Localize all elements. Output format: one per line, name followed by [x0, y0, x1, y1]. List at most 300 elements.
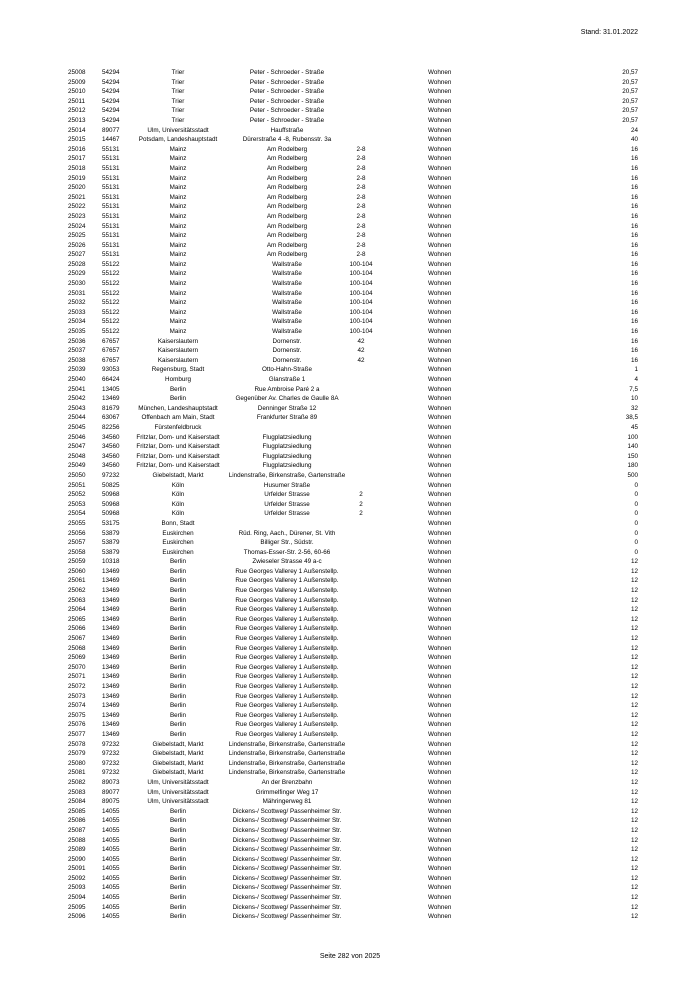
row-id-cell: 25043: [68, 404, 86, 412]
street-cell: Dickens-/ Scottweg/ Passenheimer Str.: [232, 913, 342, 921]
usage-type-cell: Wohnen: [428, 308, 452, 316]
usage-type-cell: Wohnen: [428, 337, 452, 345]
value-cell: 16: [630, 232, 638, 240]
table-row: [68, 576, 638, 586]
value-cell: 16: [630, 328, 638, 336]
value-cell: 16: [630, 155, 638, 163]
row-id-cell: 25073: [68, 692, 86, 700]
postal-code-cell: 13469: [102, 702, 120, 710]
house-number-cell: 2-8: [356, 203, 366, 211]
usage-type-cell: Wohnen: [428, 69, 452, 76]
city-cell: Ulm, Universitätsstadt: [147, 788, 209, 796]
row-id-cell: 25026: [68, 241, 86, 249]
table-row: [68, 663, 638, 673]
city-cell: Euskirchen: [162, 548, 194, 556]
usage-type-cell: Wohnen: [428, 865, 452, 873]
value-cell: 12: [630, 836, 638, 844]
usage-type-cell: Wohnen: [428, 778, 452, 786]
house-number-cell: 100-104: [349, 328, 373, 336]
usage-type-cell: Wohnen: [428, 270, 452, 278]
value-cell: 16: [630, 212, 638, 220]
row-id-cell: 25014: [68, 126, 86, 134]
row-id-cell: 25077: [68, 730, 86, 738]
value-cell: 7,5: [629, 385, 638, 393]
postal-code-cell: 53879: [102, 539, 120, 547]
street-cell: Dürerstraße 4 -8, Rubensstr. 3a: [242, 136, 332, 144]
city-cell: Mainz: [169, 174, 187, 182]
row-id-cell: 25078: [68, 740, 86, 748]
street-cell: Wallstraße: [272, 260, 302, 268]
city-cell: Mainz: [169, 241, 187, 249]
row-id-cell: 25044: [68, 414, 86, 422]
street-cell: Dickens-/ Scottweg/ Passenheimer Str.: [232, 855, 342, 863]
row-id-cell: 25055: [68, 519, 86, 527]
usage-type-cell: Wohnen: [428, 232, 452, 240]
postal-code-cell: 97232: [102, 750, 120, 758]
city-cell: Berlin: [169, 721, 187, 729]
value-cell: 12: [630, 826, 638, 834]
city-cell: Berlin: [169, 654, 187, 662]
table-row: [68, 269, 638, 279]
row-id-cell: 25096: [68, 913, 86, 921]
city-cell: Mainz: [169, 193, 187, 201]
street-cell: Am Rodelberg: [266, 174, 308, 182]
postal-code-cell: 14467: [102, 136, 120, 144]
value-cell: 0: [634, 548, 638, 556]
street-cell: Urfelder Strasse: [264, 500, 310, 508]
postal-code-cell: 13469: [102, 721, 120, 729]
postal-code-cell: 50968: [102, 510, 120, 518]
usage-type-cell: Wohnen: [428, 519, 452, 527]
page-number: Seite 282 von 2025: [319, 953, 381, 960]
street-cell: Am Rodelberg: [266, 212, 308, 220]
row-id-cell: 25008: [68, 69, 86, 76]
city-cell: Offenbach am Main, Stadt: [141, 414, 215, 422]
usage-type-cell: Wohnen: [428, 500, 452, 508]
usage-type-cell: Wohnen: [428, 654, 452, 662]
street-cell: Dornenstr.: [272, 356, 302, 364]
table-row: [68, 836, 638, 846]
house-number-cell: 2-8: [356, 251, 366, 259]
row-id-cell: 25011: [68, 97, 86, 105]
value-cell: 12: [630, 807, 638, 815]
postal-code-cell: 13469: [102, 606, 120, 614]
value-cell: 500: [627, 471, 638, 479]
postal-code-cell: 13469: [102, 711, 120, 719]
city-cell: Berlin: [169, 606, 187, 614]
city-cell: Trier: [171, 78, 185, 86]
row-id-cell: 25040: [68, 376, 86, 383]
street-cell: Am Rodelberg: [266, 251, 308, 259]
city-cell: Berlin: [169, 567, 187, 575]
city-cell: Berlin: [169, 894, 187, 902]
stand-date: Stand: 31.01.2022: [580, 29, 638, 36]
city-cell: Trier: [171, 116, 185, 124]
house-number-cell: 2-8: [356, 222, 366, 230]
street-cell: Dickens-/ Scottweg/ Passenheimer Str.: [232, 826, 342, 834]
city-cell: Berlin: [169, 683, 187, 690]
row-id-cell: 25017: [68, 155, 86, 163]
usage-type-cell: Wohnen: [428, 452, 452, 460]
usage-type-cell: Wohnen: [428, 596, 452, 604]
street-cell: Rüd. Ring, Aach., Dürener, St. Vith: [238, 529, 336, 537]
usage-type-cell: Wohnen: [428, 884, 452, 892]
postal-code-cell: 13469: [102, 635, 120, 643]
value-cell: 0: [634, 481, 638, 489]
postal-code-cell: 55122: [102, 299, 120, 307]
usage-type-cell: Wohnen: [428, 395, 452, 403]
street-cell: Am Rodelberg: [266, 164, 308, 172]
value-cell: 12: [630, 692, 638, 700]
usage-type-cell: Wohnen: [428, 212, 452, 220]
row-id-cell: 25048: [68, 452, 86, 460]
postal-code-cell: 97232: [102, 471, 120, 479]
city-cell: Köln: [171, 481, 185, 489]
postal-code-cell: 34560: [102, 433, 120, 441]
row-id-cell: 25018: [68, 164, 86, 172]
row-id-cell: 25090: [68, 855, 86, 863]
table-row: [68, 250, 638, 260]
usage-type-cell: Wohnen: [428, 683, 452, 690]
table-row: [68, 701, 638, 711]
table-row: [68, 116, 638, 126]
value-cell: 16: [630, 164, 638, 172]
city-cell: Berlin: [169, 913, 187, 921]
house-number-cell: 2-8: [356, 174, 366, 182]
usage-type-cell: Wohnen: [428, 318, 452, 326]
row-id-cell: 25031: [68, 289, 86, 297]
city-cell: Mainz: [169, 232, 187, 240]
city-cell: Trier: [171, 88, 185, 96]
street-cell: Urfelder Strasse: [264, 510, 310, 518]
street-cell: Rue Georges Vallerey 1 Außenstellp.: [235, 721, 339, 729]
value-cell: 12: [630, 606, 638, 614]
postal-code-cell: 13469: [102, 730, 120, 738]
row-id-cell: 25020: [68, 184, 86, 192]
value-cell: 12: [630, 596, 638, 604]
value-cell: 38,5: [625, 414, 638, 422]
row-id-cell: 25051: [68, 481, 86, 489]
street-cell: Dickens-/ Scottweg/ Passenheimer Str.: [232, 807, 342, 815]
city-cell: Bonn, Stadt: [161, 519, 195, 527]
table-row: [68, 538, 638, 548]
house-number-cell: 2-8: [356, 241, 366, 249]
postal-code-cell: 55131: [102, 222, 120, 230]
row-id-cell: 25049: [68, 462, 86, 470]
row-id-cell: 25058: [68, 548, 86, 556]
usage-type-cell: Wohnen: [428, 145, 452, 153]
city-cell: Berlin: [169, 855, 187, 863]
row-id-cell: 25022: [68, 203, 86, 211]
street-cell: Wallstraße: [272, 299, 302, 307]
table-row: [68, 404, 638, 414]
row-id-cell: 25071: [68, 673, 86, 681]
value-cell: 16: [630, 347, 638, 355]
table-row: [68, 222, 638, 232]
street-cell: Rue Georges Vallerey 1 Außenstellp.: [235, 567, 339, 575]
usage-type-cell: Wohnen: [428, 491, 452, 499]
usage-type-cell: Wohnen: [428, 692, 452, 700]
table-row: [68, 653, 638, 663]
table-row: [68, 529, 638, 539]
city-cell: Kaiserslautern: [157, 356, 199, 364]
postal-code-cell: 10318: [102, 558, 120, 566]
street-cell: Rue Georges Vallerey 1 Außenstellp.: [235, 635, 339, 643]
table-row: [68, 519, 638, 529]
value-cell: 12: [630, 730, 638, 738]
street-cell: Flugplatzsiedlung: [262, 462, 312, 470]
table-row: [68, 202, 638, 212]
table-row: [68, 394, 638, 404]
usage-type-cell: Wohnen: [428, 759, 452, 767]
house-number-cell: 100-104: [349, 318, 373, 326]
table-row: [68, 471, 638, 481]
street-cell: Lindenstraße, Birkenstraße, Gartenstraße: [228, 750, 346, 758]
postal-code-cell: 14055: [102, 884, 120, 892]
row-id-cell: 25035: [68, 328, 86, 336]
postal-code-cell: 13469: [102, 654, 120, 662]
row-id-cell: 25028: [68, 260, 86, 268]
value-cell: 20,57: [622, 97, 638, 105]
postal-code-cell: 14055: [102, 865, 120, 873]
table-row: [68, 452, 638, 462]
usage-type-cell: Wohnen: [428, 644, 452, 652]
table-row: [68, 481, 638, 491]
street-cell: Peter - Schroeder - Straße: [249, 116, 325, 124]
postal-code-cell: 89075: [102, 798, 120, 806]
street-cell: Frankfurter Straße 89: [256, 414, 318, 422]
city-cell: Berlin: [169, 807, 187, 815]
table-row: [68, 365, 638, 375]
street-cell: Wallstraße: [272, 280, 302, 288]
value-cell: 12: [630, 894, 638, 902]
postal-code-cell: 54294: [102, 69, 120, 76]
table-row: [68, 500, 638, 510]
usage-type-cell: Wohnen: [428, 587, 452, 595]
street-cell: Dickens-/ Scottweg/ Passenheimer Str.: [232, 874, 342, 882]
usage-type-cell: Wohnen: [428, 855, 452, 863]
value-cell: 1: [634, 366, 638, 374]
table-row: [68, 413, 638, 423]
value-cell: 12: [630, 874, 638, 882]
street-cell: Husumer Straße: [263, 481, 311, 489]
table-row: [68, 672, 638, 682]
value-cell: 12: [630, 702, 638, 710]
table-row: [68, 423, 638, 433]
row-id-cell: 25091: [68, 865, 86, 873]
postal-code-cell: 55122: [102, 260, 120, 268]
postal-code-cell: 55131: [102, 184, 120, 192]
house-number-cell: 100-104: [349, 270, 373, 278]
postal-code-cell: 13469: [102, 577, 120, 585]
row-id-cell: 25067: [68, 635, 86, 643]
usage-type-cell: Wohnen: [428, 174, 452, 182]
value-cell: 16: [630, 289, 638, 297]
row-id-cell: 25054: [68, 510, 86, 518]
postal-code-cell: 14055: [102, 913, 120, 921]
table-row: [68, 720, 638, 730]
city-cell: Mainz: [169, 289, 187, 297]
value-cell: 12: [630, 615, 638, 623]
house-number-cell: 2-8: [356, 193, 366, 201]
row-id-cell: 25060: [68, 567, 86, 575]
value-cell: 10: [630, 395, 638, 403]
table-row: [68, 68, 638, 78]
city-cell: Fritzlar, Dom- und Kaiserstadt: [136, 433, 220, 441]
street-cell: Rue Georges Vallerey 1 Außenstellp.: [235, 730, 339, 738]
city-cell: Kaiserslautern: [157, 337, 199, 345]
usage-type-cell: Wohnen: [428, 107, 452, 115]
usage-type-cell: Wohnen: [428, 193, 452, 201]
row-id-cell: 25052: [68, 491, 86, 499]
usage-type-cell: Wohnen: [428, 711, 452, 719]
table-row: [68, 126, 638, 136]
row-id-cell: 25082: [68, 778, 86, 786]
table-row: [68, 279, 638, 289]
usage-type-cell: Wohnen: [428, 673, 452, 681]
row-id-cell: 25083: [68, 788, 86, 796]
city-cell: Trier: [171, 107, 185, 115]
city-cell: Regensburg, Stadt: [151, 366, 205, 374]
value-cell: 12: [630, 625, 638, 633]
street-cell: Thomas-Esser-Str. 2-56, 60-66: [243, 548, 331, 556]
value-cell: 40: [630, 136, 638, 144]
house-number-cell: 100-104: [349, 308, 373, 316]
row-id-cell: 25046: [68, 433, 86, 441]
row-id-cell: 25075: [68, 711, 86, 719]
row-id-cell: 25070: [68, 663, 86, 671]
city-cell: Berlin: [169, 673, 187, 681]
street-cell: Rue Georges Vallerey 1 Außenstellp.: [235, 606, 339, 614]
value-cell: 12: [630, 663, 638, 671]
table-row: [68, 624, 638, 634]
value-cell: 12: [630, 817, 638, 825]
value-cell: 16: [630, 145, 638, 153]
street-cell: Rue Georges Vallerey 1 Außenstellp.: [235, 625, 339, 633]
row-id-cell: 25095: [68, 903, 86, 911]
table-row: [68, 289, 638, 299]
usage-type-cell: Wohnen: [428, 874, 452, 882]
city-cell: Trier: [171, 97, 185, 105]
postal-code-cell: 14055: [102, 807, 120, 815]
usage-type-cell: Wohnen: [428, 769, 452, 777]
postal-code-cell: 14055: [102, 855, 120, 863]
house-number-cell: 42: [357, 347, 365, 355]
postal-code-cell: 89077: [102, 788, 120, 796]
table-row: [68, 260, 638, 270]
postal-code-cell: 66424: [102, 376, 120, 383]
street-cell: Dickens-/ Scottweg/ Passenheimer Str.: [232, 884, 342, 892]
postal-code-cell: 55122: [102, 270, 120, 278]
city-cell: Mainz: [169, 260, 187, 268]
usage-type-cell: Wohnen: [428, 385, 452, 393]
usage-type-cell: Wohnen: [428, 462, 452, 470]
postal-code-cell: 53879: [102, 548, 120, 556]
value-cell: 12: [630, 558, 638, 566]
postal-code-cell: 97232: [102, 769, 120, 777]
postal-code-cell: 55131: [102, 145, 120, 153]
value-cell: 24: [630, 126, 638, 134]
house-number-cell: 42: [357, 337, 365, 345]
table-row: [68, 356, 638, 366]
usage-type-cell: Wohnen: [428, 807, 452, 815]
table-row: [68, 596, 638, 606]
postal-code-cell: 89077: [102, 126, 120, 134]
city-cell: Mainz: [169, 184, 187, 192]
street-cell: Flugplatzsiedlung: [262, 452, 312, 460]
street-cell: Dornenstr.: [272, 337, 302, 345]
table-row: [68, 634, 638, 644]
value-cell: 12: [630, 711, 638, 719]
table-row: [68, 615, 638, 625]
row-id-cell: 25012: [68, 107, 86, 115]
postal-code-cell: 50968: [102, 491, 120, 499]
usage-type-cell: Wohnen: [428, 116, 452, 124]
city-cell: Berlin: [169, 644, 187, 652]
row-id-cell: 25009: [68, 78, 86, 86]
house-number-cell: 100-104: [349, 289, 373, 297]
usage-type-cell: Wohnen: [428, 423, 452, 431]
house-number-cell: 42: [357, 356, 365, 364]
table-row: [68, 740, 638, 750]
usage-type-cell: Wohnen: [428, 577, 452, 585]
value-cell: 4: [634, 376, 638, 383]
value-cell: 12: [630, 846, 638, 854]
row-id-cell: 25059: [68, 558, 86, 566]
table-row: [68, 864, 638, 874]
postal-code-cell: 97232: [102, 740, 120, 748]
street-cell: Peter - Schroeder - Straße: [249, 97, 325, 105]
postal-code-cell: 13469: [102, 567, 120, 575]
usage-type-cell: Wohnen: [428, 299, 452, 307]
city-cell: Mainz: [169, 270, 187, 278]
value-cell: 12: [630, 587, 638, 595]
value-cell: 16: [630, 318, 638, 326]
city-cell: Berlin: [169, 874, 187, 882]
table-row: [68, 749, 638, 759]
city-cell: Berlin: [169, 836, 187, 844]
street-cell: Dickens-/ Scottweg/ Passenheimer Str.: [232, 903, 342, 911]
postal-code-cell: 34560: [102, 462, 120, 470]
postal-code-cell: 55122: [102, 328, 120, 336]
postal-code-cell: 13469: [102, 596, 120, 604]
row-id-cell: 25038: [68, 356, 86, 364]
postal-code-cell: 34560: [102, 452, 120, 460]
postal-code-cell: 13469: [102, 663, 120, 671]
table-row: [68, 212, 638, 222]
street-cell: Otto-Hahn-Straße: [261, 366, 313, 374]
postal-code-cell: 50825: [102, 481, 120, 489]
city-cell: Berlin: [169, 577, 187, 585]
row-id-cell: 25019: [68, 174, 86, 182]
street-cell: Am Rodelberg: [266, 203, 308, 211]
city-cell: Mainz: [169, 280, 187, 288]
street-cell: Am Rodelberg: [266, 193, 308, 201]
city-cell: Fritzlar, Dom- und Kaiserstadt: [136, 452, 220, 460]
row-id-cell: 25024: [68, 222, 86, 230]
city-cell: Berlin: [169, 817, 187, 825]
city-cell: Berlin: [169, 692, 187, 700]
value-cell: 12: [630, 577, 638, 585]
street-cell: Wallstraße: [272, 308, 302, 316]
value-cell: 16: [630, 308, 638, 316]
table-row: [68, 97, 638, 107]
usage-type-cell: Wohnen: [428, 625, 452, 633]
usage-type-cell: Wohnen: [428, 539, 452, 547]
city-cell: Berlin: [169, 865, 187, 873]
street-cell: Flugplatzsiedlung: [262, 443, 312, 451]
postal-code-cell: 53175: [102, 519, 120, 527]
